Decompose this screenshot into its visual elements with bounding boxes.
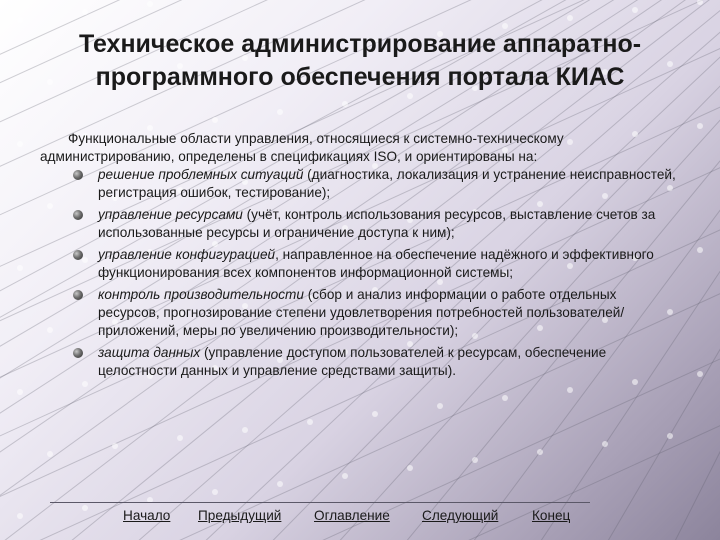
slide-navigation [50,498,650,526]
grid-node [242,427,248,433]
grid-node [697,247,703,253]
bullet-term: управление ресурсами [98,207,243,222]
bullet-text: (учёт, контроль использования ресурсов, выставление счетов за использованные ресурсы и ограничение доступа к ним); [98,207,656,240]
grid-node [537,449,543,455]
grid-node [567,15,573,21]
title-line-1: Техническое администрирование аппаратно- [78,30,642,58]
nav-divider [50,502,590,503]
grid-node [632,7,638,13]
bullet-text: , направленное на обеспечение надёжного и эффективного функционирования всех компонентов информационной системы; [98,247,654,280]
intro-paragraph: Функциональные области управления, относящиеся к системно-техническому администрированию, определены в спецификациях ISO, и ориентированы на: [40,131,564,164]
grid-node [82,9,88,15]
grid-node [177,435,183,441]
bullet-text: (управление доступом пользователей к ресурсам, обеспечение целостности данных и управление средствами защиты). [98,345,607,378]
grid-node [697,371,703,377]
grid-node [667,433,673,439]
bullet-icon [73,290,83,300]
list-item [98,286,680,340]
bullet-term: контроль производительности [98,287,304,302]
grid-node [277,109,283,115]
grid-node [147,1,153,7]
bullet-icon [73,348,83,358]
bullet-term: управление конфигурацией [98,247,276,262]
bullet-icon [73,210,83,220]
grid-node [407,465,413,471]
list-item [98,166,680,202]
bullet-term: защита данных [98,345,201,360]
grid-node [17,389,23,395]
slide-body [40,130,680,384]
grid-node [112,443,118,449]
bullet-list [40,166,680,380]
grid-node [342,101,348,107]
bullet-icon [73,250,83,260]
nav-previous-link[interactable]: Предыдущий [198,508,282,523]
nav-start-link[interactable]: Начало [123,508,171,523]
grid-node [372,411,378,417]
bullet-text: (сбор и анализ информации о работе отдельных ресурсов, прогнозирование степени удовлетворения потребностей пользователей/приложений, меры по увеличению производительности); [98,287,625,338]
bullet-text: (диагностика, локализация и устранение неисправностей, регистрация ошибок, тестирование); [98,167,676,200]
grid-node [47,451,53,457]
nav-contents-link[interactable]: Оглавление [314,508,390,523]
grid-node [602,441,608,447]
bullet-term: решение проблемных ситуаций [98,167,304,182]
list-item [98,246,680,282]
grid-node [697,123,703,129]
list-item [98,206,680,242]
grid-node [437,403,443,409]
grid-node [17,17,23,23]
grid-node [17,141,23,147]
grid-node [342,473,348,479]
grid-node [472,457,478,463]
grid-node [212,489,218,495]
title-line-2: программного обеспечения портала КИАС [95,63,625,91]
grid-node [567,387,573,393]
grid-node [502,395,508,401]
grid-node [277,481,283,487]
grid-node [307,419,313,425]
nav-next-link[interactable]: Следующий [422,508,499,523]
grid-node [697,0,703,5]
slide-title [20,28,700,94]
grid-node [17,513,23,519]
list-item [98,344,680,380]
nav-end-link[interactable]: Конец [532,508,571,523]
bullet-icon [73,170,83,180]
grid-node [17,265,23,271]
grid-node [212,117,218,123]
